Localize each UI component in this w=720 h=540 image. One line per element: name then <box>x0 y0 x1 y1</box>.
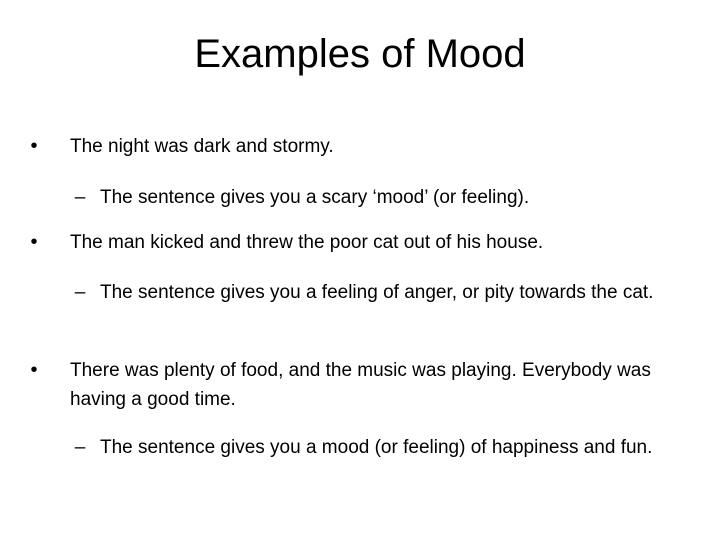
bullet-text: There was plenty of food, and the music was playing. Everybody was having a good time. <box>70 360 651 410</box>
bullet-text: The man kicked and threw the poor cat out of his house. <box>70 232 544 253</box>
slide-title: Examples of Mood <box>194 32 526 76</box>
bullet-marker: • <box>30 359 38 381</box>
sub-bullet-text: The sentence gives you a scary ‘mood’ (or feeling). <box>100 187 530 208</box>
dash-marker: – <box>74 282 86 303</box>
dash-marker: – <box>74 187 86 208</box>
bullet-text: The night was dark and stormy. <box>70 136 334 157</box>
sub-bullet-text: The sentence gives you a feeling of anger, or pity towards the cat. <box>100 282 654 303</box>
bullet-marker: • <box>30 231 38 253</box>
bullet-marker: • <box>30 135 38 157</box>
sub-bullet-text: The sentence gives you a mood (or feeling) of happiness and fun. <box>100 437 653 458</box>
dash-marker: – <box>74 437 86 458</box>
